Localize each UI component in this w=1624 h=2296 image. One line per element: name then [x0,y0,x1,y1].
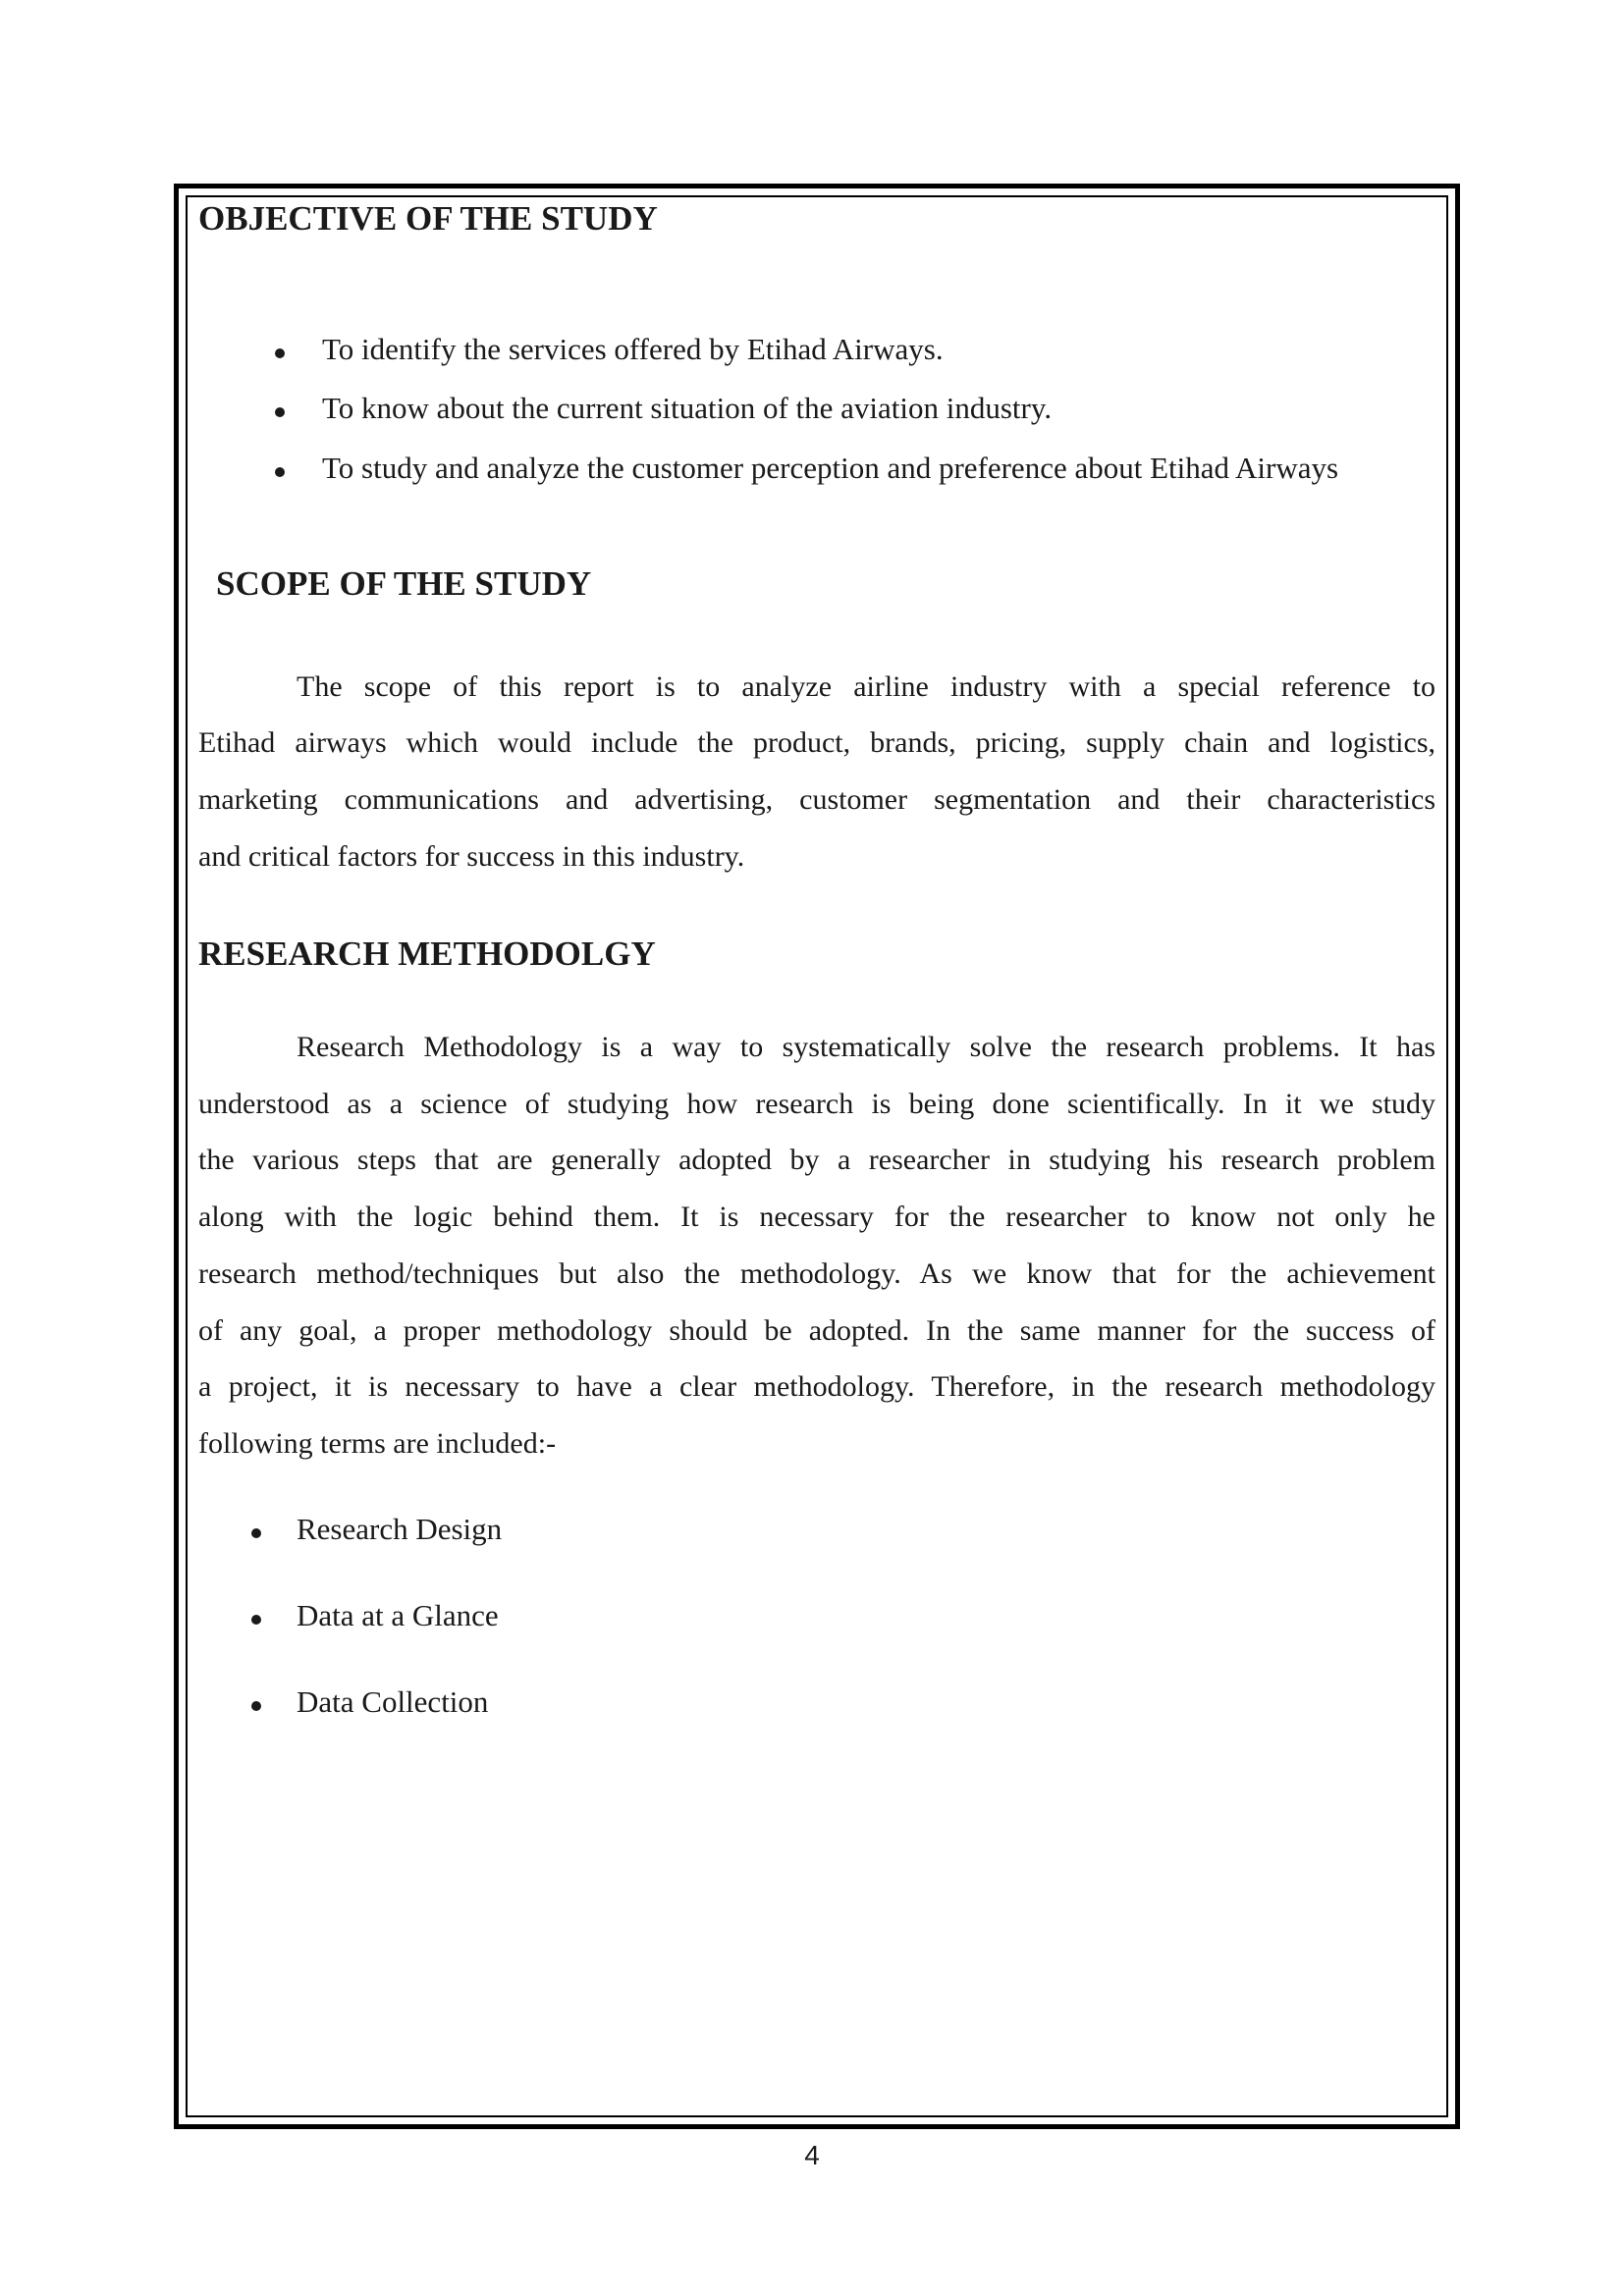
list-item-text: To know about the current situation of the aviation industry. [322,391,1053,425]
paragraph-line: of any goal, a proper methodology should be adopted. In the same manner for the success of [198,1314,1435,1347]
page-number: 4 [804,2140,820,2170]
paragraph-line: Research Methodology is a way to systematically solve the research problems. It has [297,1031,1435,1063]
scope-heading: SCOPE OF THE STUDY [216,564,592,603]
paragraph-line: following terms are included:- [198,1427,557,1460]
paragraph-line: a project, it is necessary to have a clear methodology. Therefore, in the research methodology [198,1370,1435,1403]
bullet-icon [251,1615,261,1625]
paragraph-line: research method/techniques but also the methodology. As we know that for the achievement [198,1257,1435,1290]
list-item [0,391,1624,430]
list-item-text: Data at a Glance [297,1598,499,1632]
bullet-icon [275,348,285,358]
paragraph-line: Etihad airways which would include the product, brands, pricing, supply chain and logistics, [198,726,1435,759]
bullet-icon [275,407,285,417]
list-item [0,1598,1624,1637]
list-item-text: To identify the services offered by Etihad Airways. [322,332,944,366]
list-item-text: Data Collection [297,1684,489,1719]
paragraph-line: along with the logic behind them. It is necessary for the researcher to know not only he [198,1201,1435,1233]
paragraph-line: marketing communications and advertising, customer segmentation and their characteristics [198,783,1435,816]
list-item-text: Research Design [297,1512,503,1546]
list-item [0,1512,1624,1551]
list-item [0,1684,1624,1724]
methodology-heading: RESEARCH METHODOLGY [198,934,656,973]
paragraph-line: understood as a science of studying how research is being done scientifically. In it we study [198,1088,1435,1120]
list-item [0,451,1624,490]
bullet-icon [251,1701,261,1711]
objective-heading: OBJECTIVE OF THE STUDY [198,199,658,238]
bullet-icon [275,467,285,477]
paragraph-line: The scope of this report is to analyze airline industry with a special reference to [297,670,1435,703]
bullet-icon [251,1528,261,1538]
list-item-text: To study and analyze the customer perception and preference about Etihad Airways [322,451,1339,485]
paragraph-line: and critical factors for success in this industry. [198,840,745,873]
paragraph-line: the various steps that are generally adopted by a researcher in studying his research problem [198,1144,1435,1176]
list-item [0,332,1624,371]
